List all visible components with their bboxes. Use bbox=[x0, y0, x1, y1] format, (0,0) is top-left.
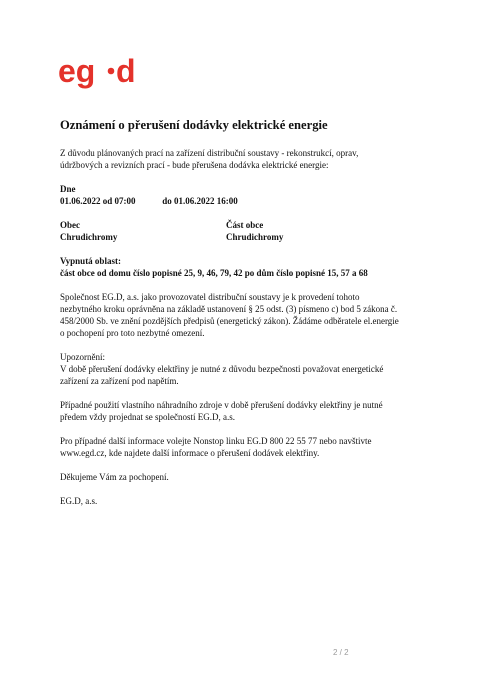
intro-paragraph bbox=[60, 147, 445, 171]
area-label: Vypnutá oblast: bbox=[60, 256, 121, 266]
date-from: 01.06.2022 od 07:00 bbox=[60, 196, 136, 206]
warning-paragraph bbox=[60, 351, 445, 387]
warning-line: Upozornění: bbox=[60, 352, 105, 362]
warning-line: zařízení za zařízení pod napětím. bbox=[60, 376, 179, 386]
svg-text:d: d bbox=[116, 53, 136, 89]
part-label: Část obce bbox=[226, 220, 264, 230]
notice-body bbox=[60, 118, 445, 519]
info-line: Pro případné další informace volejte Nonstop linku EG.D 800 22 55 77 nebo navštivte bbox=[60, 436, 372, 446]
intro-line: údržbových a revizních prací - bude přerušena dodávka elektrické energie: bbox=[60, 160, 329, 170]
part-value: Chrudichromy bbox=[226, 232, 284, 242]
page-title: Oznámení o přerušení dodávky elektrické energie bbox=[60, 118, 328, 132]
outage-location bbox=[60, 219, 445, 243]
legal-line: Společnost EG.D, a.s. jako provozovatel distribuční soustavy je k provedení tohoto bbox=[60, 292, 360, 302]
generator-paragraph bbox=[60, 399, 445, 423]
warning-line: V době přerušení dodávky elektřiny je nutné z důvodu bezpečnosti považovat energetické bbox=[60, 364, 384, 374]
generator-line: Případné použití vlastního náhradního zdroje v době přerušení dodávky elektřiny je nutné bbox=[60, 400, 383, 410]
area-value: část obce od domu číslo popisné 25, 9, 46, 79, 42 po dům číslo popisné 15, 57 a 68 bbox=[60, 268, 368, 278]
info-line: www.egd.cz, kde najdete další informace o přerušení dodávek elektřiny. bbox=[60, 448, 320, 458]
egd-logo bbox=[58, 52, 148, 96]
date-to: do 01.06.2022 16:00 bbox=[162, 196, 238, 206]
generator-line: předem vždy projednat se společností EG.D, a.s. bbox=[60, 412, 235, 422]
page-number: 2 / 2 bbox=[333, 648, 349, 657]
info-paragraph bbox=[60, 435, 445, 459]
legal-paragraph bbox=[60, 291, 445, 339]
municipality-label: Obec bbox=[60, 220, 80, 230]
legal-line: nezbytného kroku oprávněna na základě ustanovení § 25 odst. (3) písmeno c) bod 5 zákona č. bbox=[60, 304, 398, 314]
signature: EG.D, a.s. bbox=[60, 496, 98, 506]
legal-line: o pochopení pro toto nezbytné omezení. bbox=[60, 328, 205, 338]
outage-date bbox=[60, 183, 445, 207]
intro-line: Z důvodu plánovaných prací na zařízení distribuční soustavy - rekonstrukcí, oprav, bbox=[60, 148, 359, 158]
legal-line: 458/2000 Sb. ve znění pozdějších předpisů (energetický zákon). Žádáme odběratele el.energie bbox=[60, 316, 399, 326]
municipality-value: Chrudichromy bbox=[60, 232, 118, 242]
date-label: Dne bbox=[60, 184, 76, 194]
outage-area bbox=[60, 255, 445, 279]
svg-text:eg: eg bbox=[58, 53, 96, 89]
logo-dot-icon bbox=[108, 68, 115, 75]
thanks-text: Děkujeme Vám za pochopení. bbox=[60, 472, 169, 482]
